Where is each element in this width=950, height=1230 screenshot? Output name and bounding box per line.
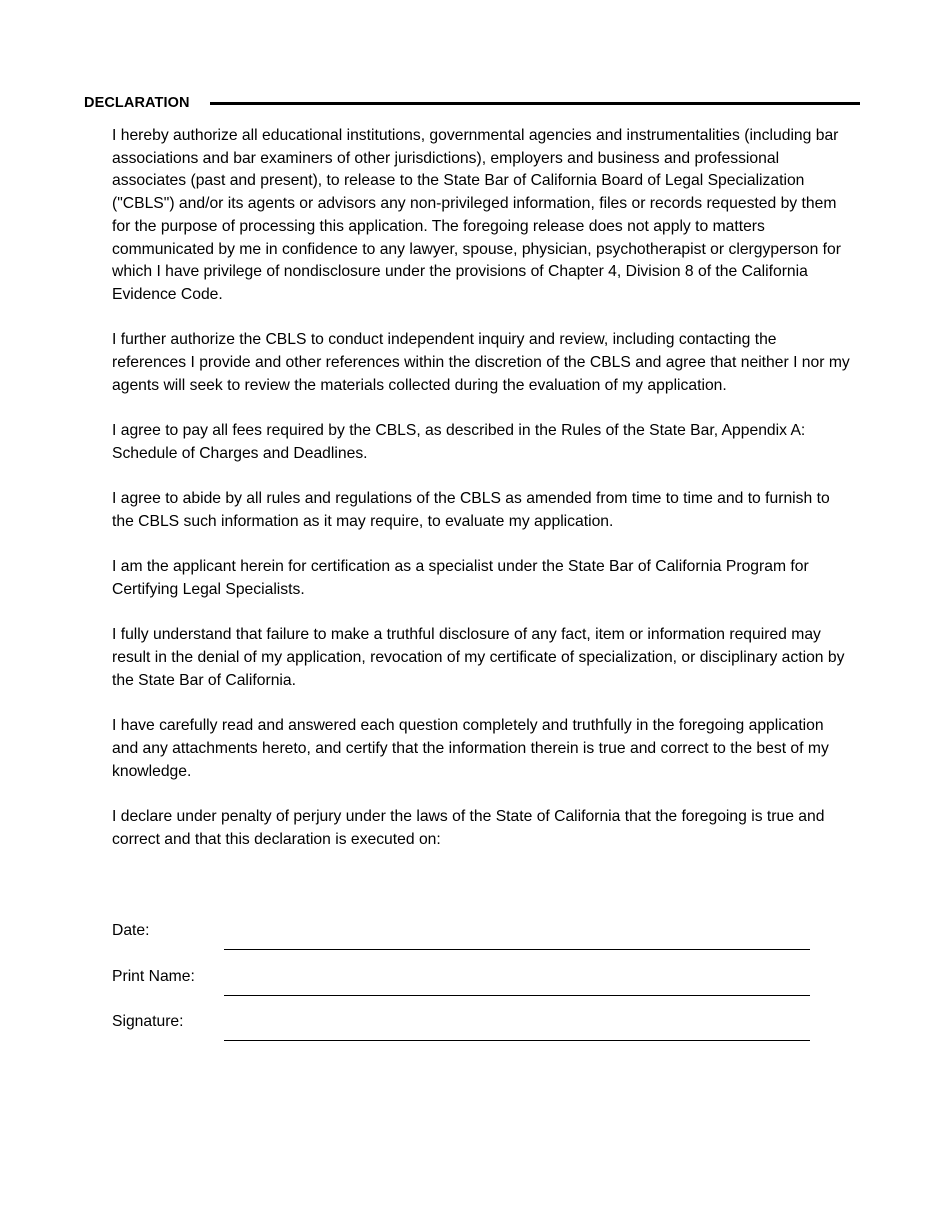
paragraph-applicant: I am the applicant herein for certification as a specialist under the State Bar of California Program for Certifying Legal Specialists. xyxy=(112,558,809,598)
print-name-label: Print Name: xyxy=(112,967,195,985)
signature-block xyxy=(112,920,812,1057)
section-header xyxy=(84,92,860,114)
date-label: Date: xyxy=(112,922,150,939)
print-name-row xyxy=(112,966,812,988)
signature-row xyxy=(112,1011,812,1033)
declaration-body xyxy=(112,125,852,874)
paragraph-fees: I agree to pay all fees required by the CBLS, as described in the Rules of the State Bar, Appendix A: Schedule of Charges and Deadlines. xyxy=(112,422,806,462)
paragraph-independent-inquiry: I further authorize the CBLS to conduct independent inquiry and review, including contacting the references I provide and other references within the discretion of the CBLS and agree that neither I nor my agents will seek to review the materials collected during the evaluation of my application. xyxy=(112,331,850,394)
paragraph-certification: I have carefully read and answered each question completely and truthfully in the foregoing application and any attachments hereto, and certify that the information therein is true and correct to the best of my knowledge. xyxy=(112,717,829,780)
print-name-field[interactable] xyxy=(224,974,810,996)
date-field[interactable] xyxy=(224,928,810,950)
paragraph-truthful-disclosure: I fully understand that failure to make a truthful disclosure of any fact, item or information required may result in the denial of my application, revocation of my certificate of specialization, or disciplinary action by the State Bar of California. xyxy=(112,626,845,689)
header-divider xyxy=(210,102,860,105)
section-title: DECLARATION xyxy=(84,95,190,111)
signature-field[interactable] xyxy=(224,1019,810,1041)
paragraph-perjury: I declare under penalty of perjury under the laws of the State of California that the foregoing is true and correct and that this declaration is executed on: xyxy=(112,807,825,848)
paragraph-rules: I agree to abide by all rules and regulations of the CBLS as amended from time to time and to furnish to the CBLS such information as it may require, to evaluate my application. xyxy=(112,490,830,530)
signature-label: Signature: xyxy=(112,1013,184,1030)
paragraph-release-authorization: I hereby authorize all educational institutions, governmental agencies and instrumentalities (including bar associations and bar examiners of other jurisdictions), employers and business and professional associates (past and present), to release to the State Bar of California Board of Legal Specialization ("CBLS") and/or its agents or advisors any non-privileged information, files or records requested by them for the purpose of processing this application. The foregoing release does not apply to matters communicated by me in confidence to any lawyer, spouse, physician, psychotherapist or clergyperson for which I have privilege of nondisclosure under the provisions of Chapter 4, Division 8 of the California Evidence Code. xyxy=(112,127,841,303)
date-row xyxy=(112,920,812,942)
